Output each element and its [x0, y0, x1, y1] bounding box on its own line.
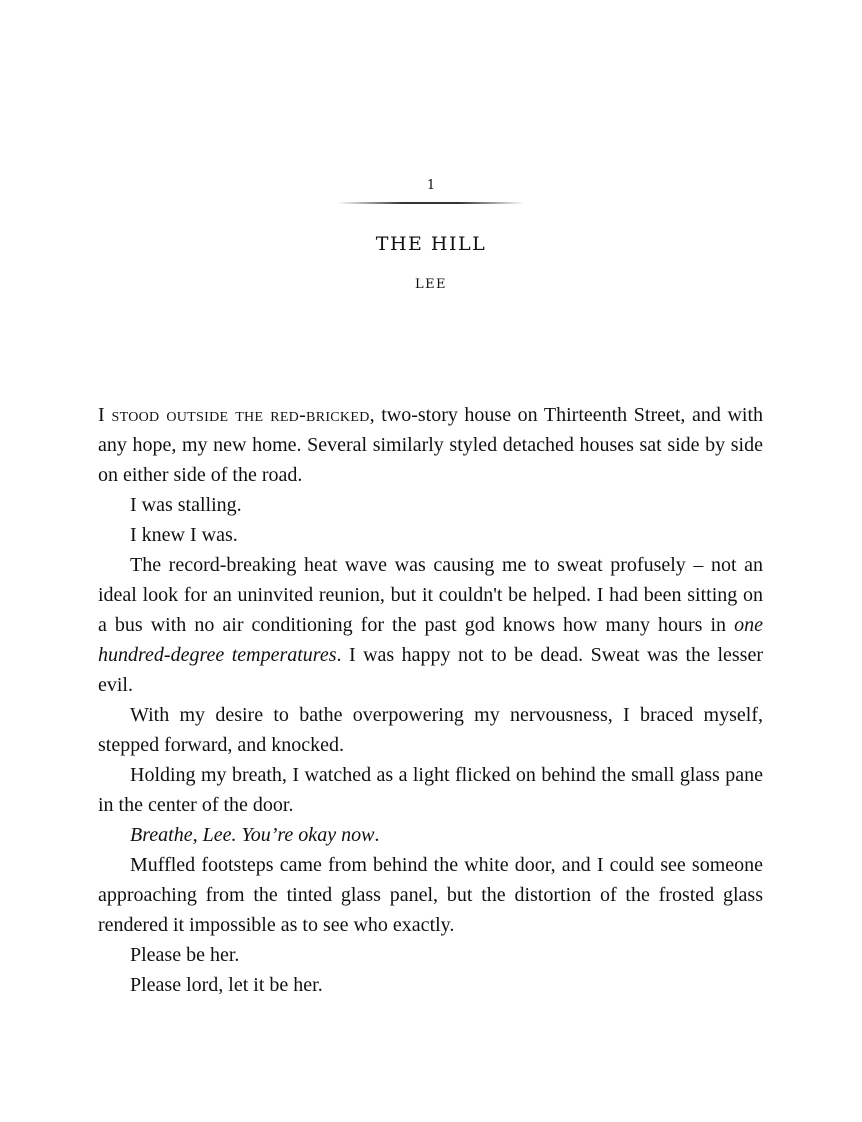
chapter-divider [338, 202, 524, 204]
paragraph-9: Please be her. [130, 944, 240, 966]
paragraph-1 [98, 400, 763, 490]
paragraph-7-italic: Breathe, Lee. You’re okay now [130, 824, 375, 846]
paragraph-3: I knew I was. [130, 524, 238, 546]
paragraph-2: I was stalling. [130, 494, 242, 516]
paragraph-1-rest: , two-story house on Thirteenth Street, and with any hope, my new home. Several similarly styled detached houses sat side by side on either side of the road. [98, 404, 763, 486]
paragraph-4 [98, 550, 763, 700]
opening-smallcaps: stood outside the red-bricked [104, 404, 370, 426]
drop-letter: I [98, 404, 105, 426]
paragraph-5: With my desire to bathe overpowering my nervousness, I braced myself, stepped forward, and knocked. [98, 704, 763, 756]
paragraph-4-after: . I was happy not to be dead. Sweat was the lesser evil. [98, 644, 763, 696]
chapter-number: 1 [426, 178, 436, 193]
paragraph-8: Muffled footsteps came from behind the white door, and I could see someone approaching from the tinted glass panel, but the distortion of the frosted glass rendered it impossible as to see who exactly. [98, 854, 763, 936]
chapter-title: THE HILL [375, 233, 487, 255]
paragraph-6: Holding my breath, I watched as a light flicked on behind the small glass pane in the center of the door. [98, 764, 763, 816]
paragraph-7-after: . [374, 824, 380, 846]
paragraph-7 [98, 820, 763, 850]
paragraph-4-italic: one hundred-degree temperatures [98, 614, 763, 666]
chapter-pov-label: LEE [414, 277, 448, 292]
paragraph-10: Please lord, let it be her. [130, 974, 323, 996]
paragraph-4-before: The record-breaking heat wave was causing me to sweat profusely – not an ideal look for an uninvited reunion, but it couldn't be helped. I had been sitting on a bus with no air conditioning for the past god knows how many hours in [98, 554, 763, 636]
body-text [98, 400, 763, 1000]
